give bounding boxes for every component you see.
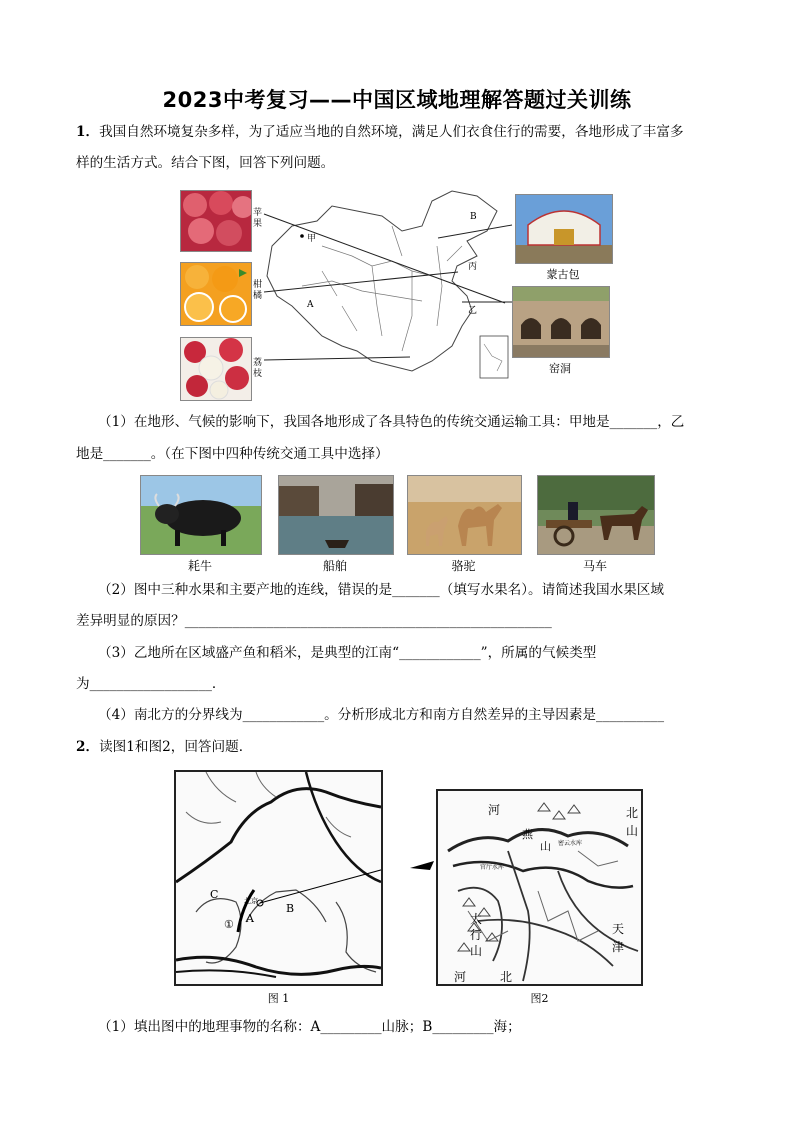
fig2-label-11: 天 (612, 922, 625, 936)
fig1-label-c: C (210, 888, 219, 901)
yak-photo (140, 475, 262, 555)
fig1-label-a: A (246, 912, 254, 925)
q1-sub2-line1: （2）图中三种水果和主要产地的连线，错误的是_______（填写水果名）。请简述我国水果区域 (98, 582, 664, 598)
fig2-label-6: 太 (470, 912, 483, 926)
figure-1-caption: 图 1 (267, 992, 290, 1005)
horse-cart-caption: 马车 (582, 559, 607, 573)
boat-photo (278, 475, 394, 555)
figure-2-caption: 图2 (530, 992, 549, 1005)
fig2-label-8: 山 (470, 944, 483, 958)
lychee-label: 荔枝 (253, 358, 263, 379)
fig2-label-3: 山 (626, 824, 639, 838)
page-title: 2023中考复习——中国区域地理解答题过关训练 (162, 88, 632, 112)
fig2-label-9: 河 (454, 970, 467, 984)
map-label-yi: 乙 (468, 306, 478, 316)
horse-cart-photo (537, 475, 655, 555)
fig1-label-beijing: 北京 (244, 897, 258, 905)
fig2-label-12: 津 (612, 940, 625, 954)
fig2-label-4: 燕 (522, 828, 533, 841)
map-label-bing: 丙 (468, 262, 478, 272)
camel-photo (407, 475, 522, 555)
figure-1-map (174, 770, 383, 986)
q1-sub1-line1: （1）在地形、气候的影响下，我国各地形成了各具特色的传统交通运输工具：甲地是_______，乙 (98, 414, 685, 430)
q2-sub1: （1）填出图中的地理事物的名称：A_________山脉；B_________海； (98, 1019, 521, 1035)
cave-dwelling-photo (512, 286, 610, 358)
camel-caption: 骆驼 (451, 559, 476, 573)
map-label-a: A (307, 300, 314, 310)
yurt-photo (515, 194, 613, 264)
map-label-jia: 甲 (307, 234, 317, 244)
fig2-label-1: 河 (488, 803, 501, 817)
fig2-label-13: 密云水库 (558, 840, 583, 847)
fig1-label-b: B (286, 902, 295, 915)
fig2-label-7: 行 (470, 928, 483, 942)
connector-lines (0, 0, 794, 420)
fig2-label-2: 北 (626, 806, 639, 820)
q1-sub2-line2: 差异明显的原因？______________________________________________________ (76, 613, 552, 629)
q1-stem-line1: 1．我国自然环境复杂多样，为了适应当地的自然环境，满足人们衣食住行的需要，各地形成了丰富多 (76, 124, 684, 140)
fig1-label-one: ① (224, 918, 234, 931)
fig2-label-14: 官厅水库 (480, 864, 505, 871)
apple-label: 苹果 (253, 208, 263, 229)
q1-stem-line2: 样的生活方式。结合下图，回答下列问题。 (76, 155, 335, 171)
figure-2-map (436, 789, 643, 986)
fig2-label-10: 北 (500, 970, 513, 984)
cave-dwelling-caption: 窑洞 (549, 362, 571, 375)
q1-sub4: （4）南北方的分界线为____________。分析形成北方和南方自然差异的主导因素是__________ (98, 707, 664, 723)
q1-sub1-line2: 地是_______。（在下图中四种传统交通工具中选择） (76, 446, 389, 462)
yak-caption: 耗牛 (187, 559, 212, 573)
q2-stem: 2．读图1和图2，回答问题． (76, 739, 253, 755)
q2-number: 2． (76, 739, 100, 755)
orange-label: 柑橘 (253, 280, 263, 301)
q1-number: 1． (76, 124, 100, 140)
q1-sub3-line2: 为__________________． (76, 676, 226, 692)
map-label-b: B (470, 212, 477, 222)
boat-caption: 船舶 (322, 559, 347, 573)
yurt-caption: 蒙古包 (546, 268, 580, 281)
q1-sub3-line1: （3）乙地所在区域盛产鱼和稻米，是典型的江南“____________”，所属的气候类型 (98, 645, 597, 661)
fig2-label-5: 山 (540, 840, 551, 853)
